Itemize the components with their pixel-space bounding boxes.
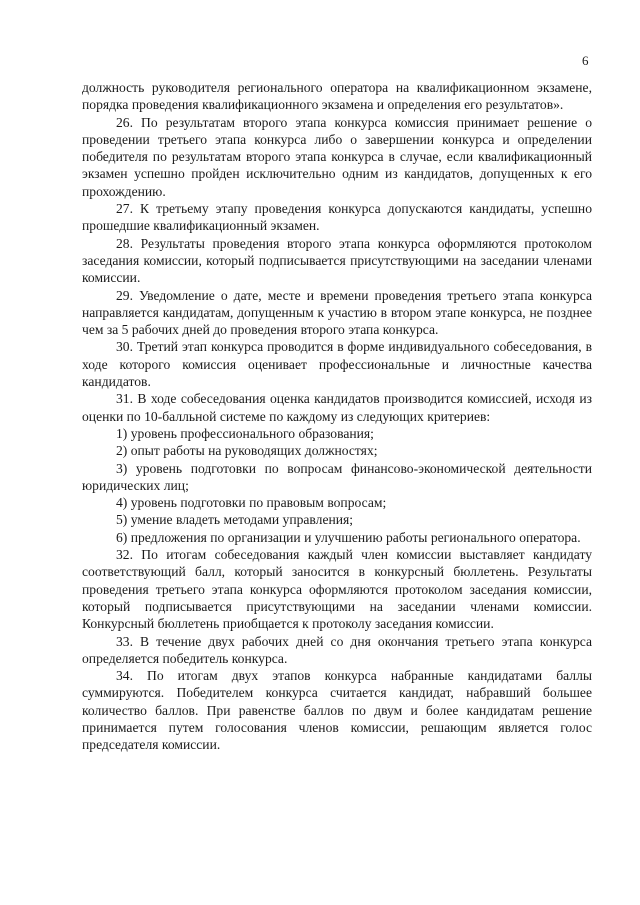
criterion-5: 5) умение владеть методами управления; [116,512,354,528]
paragraph-29: 29. Уведомление о дате, месте и времени проведения третьего этапа конкурса направляется кандидатам, допущенным к участию в втором этапе конкурса, не позднее чем за 5 рабочих дней до проведения второго этапа конкурса. [82,287,592,338]
criterion-2: 2) опыт работы на руководящих должностях; [116,443,378,459]
paragraph-33: 33. В течение двух рабочих дней со дня окончания третьего этапа конкурса определяется победитель конкурса. [82,633,592,666]
paragraph-continuation: должность руководителя регионального оператора на квалификационном экзамене, порядка проведения квалификационного экзамена и определения его результатов». [82,80,592,113]
criterion-3: 3) уровень подготовки по вопросам финансово-экономической деятельности юридических лиц; [82,460,592,493]
criterion-6: 6) предложения по организации и улучшению работы регионального оператора. [116,529,581,545]
paragraph-27: 27. К третьему этапу проведения конкурса допускаются кандидаты, успешно прошедшие квалификационный экзамен. [82,201,592,234]
paragraph-31: 31. В ходе собеседования оценка кандидатов производится комиссией, исходя из оценки по 10-балльной системе по каждому из следующих критериев: [82,391,592,424]
paragraph-26: 26. По результатам второго этапа конкурса комиссия принимает решение о проведении третьего этапа конкурса либо о завершении конкурса и определении победителя по результатам второго этапа конкурса в случае, если квалификационный экзамен успешно пройден исключительно одним из кандидатов, допущенных к его прохождению. [82,114,592,199]
page-number: 6 [582,53,589,68]
criterion-1: 1) уровень профессионального образования; [116,425,374,441]
paragraph-30: 30. Третий этап конкурса проводится в форме индивидуального собеседования, в ходе которого комиссия оценивает профессиональные и личностные качества кандидатов. [82,339,592,390]
criterion-4: 4) уровень подготовки по правовым вопросам; [116,495,387,511]
paragraph-32: 32. По итогам собеседования каждый член комиссии выставляет кандидату соответствующий балл, который заносится в конкурсный бюллетень. Результаты проведения третьего этапа конкурса оформляются протоколом заседания комиссии, который подписывается присутствующими на заседании членами комиссии. Конкурсный бюллетень приобщается к протоколу заседания комиссии. [82,547,592,632]
document-body [82,79,592,754]
paragraph-34: 34. По итогам двух этапов конкурса набранные кандидатами баллы суммируются. Победителем конкурса считается кандидат, набравший большее количество баллов. При равенстве баллов по двум и более кандидатам решение принимается путем голосования членов комиссии, решающим является голос председателя комиссии. [82,668,592,753]
paragraph-28: 28. Результаты проведения второго этапа конкурса оформляются протоколом заседания комиссии, который подписывается присутствующими на заседании членами комиссии. [82,235,592,286]
